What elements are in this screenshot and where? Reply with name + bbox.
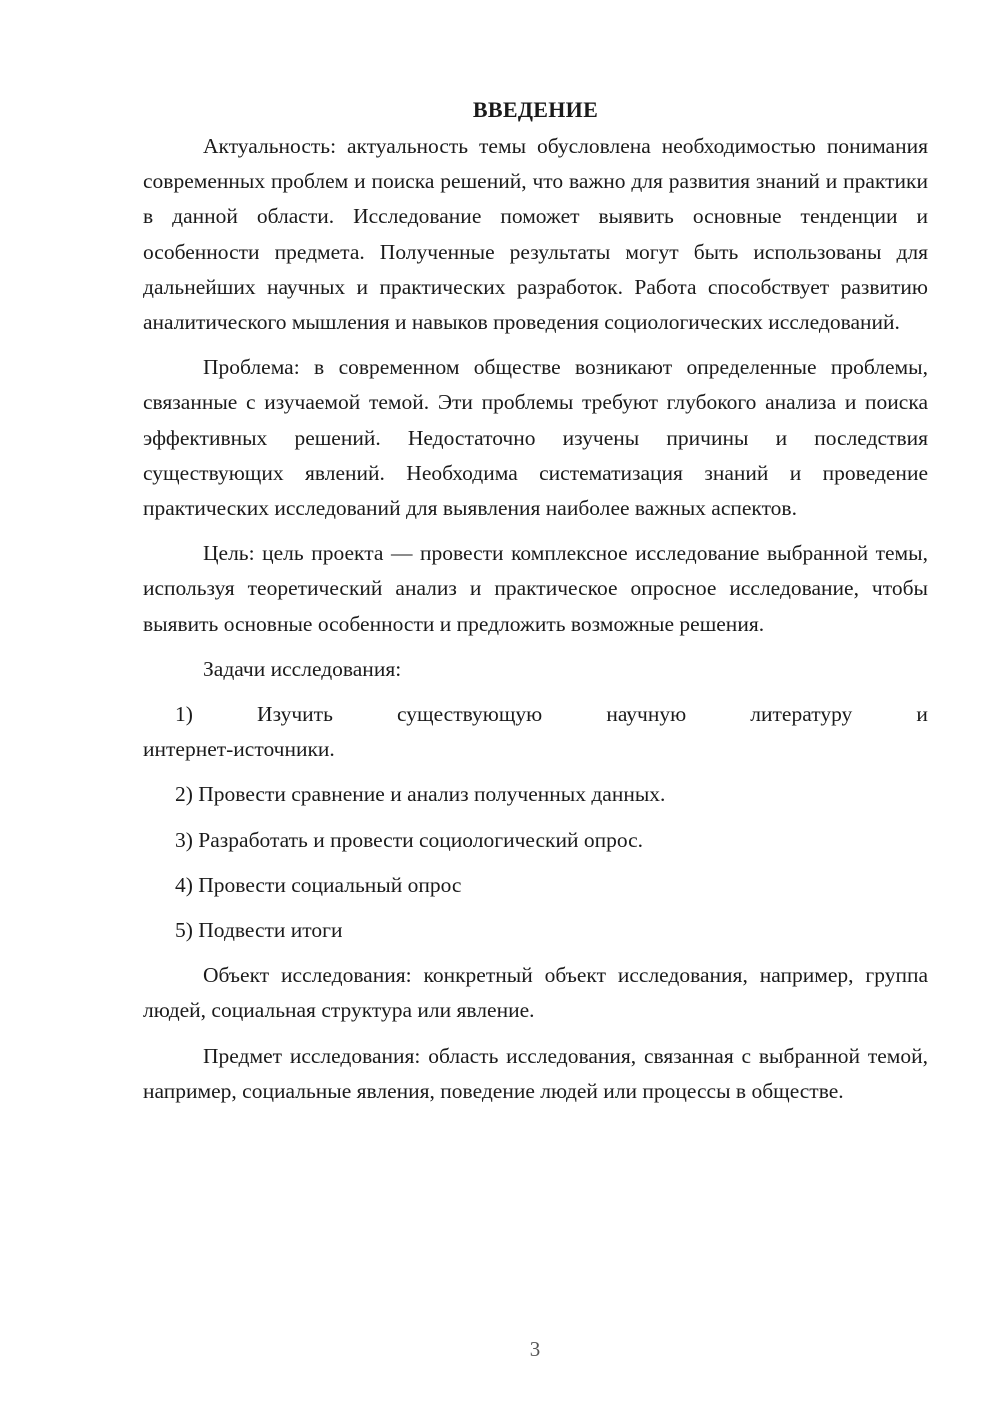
tasks-heading: Задачи исследования:: [203, 656, 402, 681]
document-page: [143, 92, 928, 1119]
task-item-1-word: 1): [175, 702, 193, 727]
task-item-1-first-line: [143, 697, 928, 732]
task-item-2: 2) Провести сравнение и анализ полученных данных.: [175, 782, 666, 807]
task-item-1: [143, 697, 928, 767]
paragraph-goal: Цель: цель проекта — провести комплексное исследование выбранной темы, используя теоретический анализ и практическое опросное исследование, чтобы выявить основные особенности и предложить возможные решения.: [143, 541, 928, 636]
task-item-1-word: литературу: [750, 702, 853, 727]
task-item-5: 5) Подвести итоги: [175, 918, 343, 943]
page-number: 3: [529, 1337, 541, 1361]
page-title: ВВЕДЕНИЕ: [472, 97, 599, 122]
paragraph-subject: Предмет исследования: область исследования, связанная с выбранной темой, например, социальные явления, поведение людей или процессы в обществе.: [143, 1043, 928, 1103]
paragraph-relevance: Актуальность: актуальность темы обусловлена необходимостью понимания современных проблем и поиска решений, что важно для развития знаний и практики в данной области. Исследование поможет выявить основные тенденции и особенности предмета. Полученные результаты могут быть использованы для дальнейших научных и практических разработок. Работа способствует развитию аналитического мышления и навыков проведения социологических исследований.: [143, 134, 928, 335]
task-item-3: 3) Разработать и провести социологический опрос.: [175, 827, 644, 852]
task-item-1-word: научную: [606, 702, 687, 727]
task-item-1-continuation: интернет-источники.: [143, 737, 335, 762]
paragraph-problem: Проблема: в современном обществе возникают определенные проблемы, связанные с изучаемой темой. Эти проблемы требуют глубокого анализа и поиска эффективных решений. Недостаточно изучены причины и последствия существующих явлений. Необходима систематизация знаний и проведение практических исследований для выявления наиболее важных аспектов.: [143, 355, 928, 521]
task-item-1-word: Изучить: [257, 702, 333, 727]
task-item-1-word: и: [916, 702, 928, 727]
task-item-4: 4) Провести социальный опрос: [175, 872, 462, 897]
paragraph-object: Объект исследования: конкретный объект исследования, например, группа людей, социальная структура или явление.: [143, 963, 928, 1023]
task-item-1-word: существующую: [397, 702, 543, 727]
